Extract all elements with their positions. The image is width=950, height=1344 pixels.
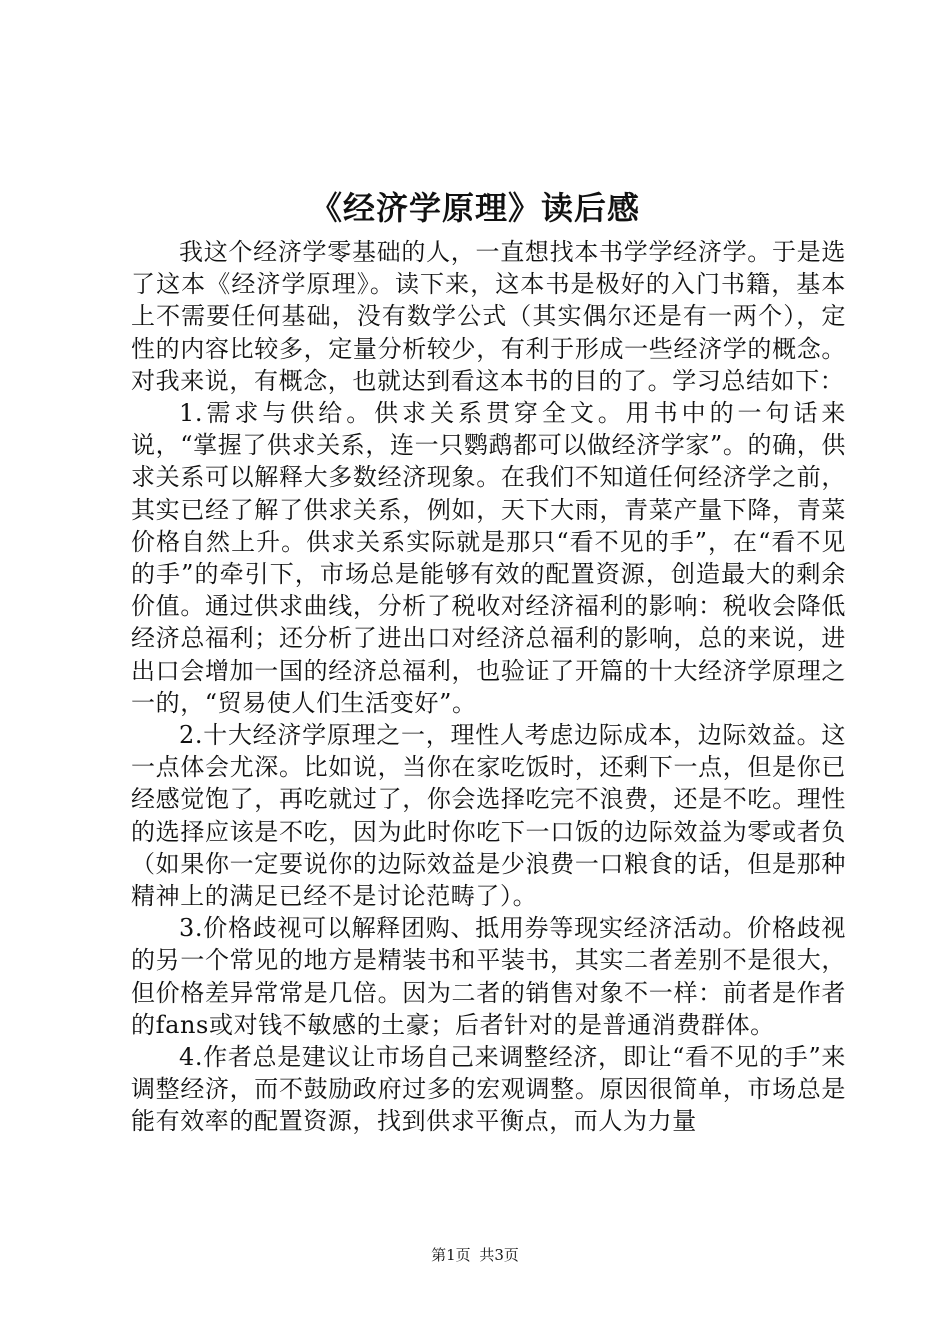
document-title: 《经济学原理》读后感 bbox=[309, 189, 640, 227]
page-footer bbox=[0, 1244, 950, 1266]
paragraph-point-4: 4.作者总是建议让市场自己来调整经济，即让“看不见的手”来调整经济，而不鼓励政府过多的宏观调整。原因很简单，市场总是能有效率的配置资源，找到供求平衡点，而人为力量 bbox=[131, 1043, 846, 1136]
page-number: 第1页 bbox=[431, 1246, 471, 1264]
paragraph-point-2: 2.十大经济学原理之一，理性人考虑边际成本，边际效益。这一点体会尤深。比如说，当你在家吃饭时，还剩下一点，但是你已经感觉饱了，再吃就过了，你会选择吃完不浪费，还是不吃。理性的选择应该是不吃，因为此时你吃下一口饭的边际效益为零或者负（如果你一定要说你的边际效益是少浪费一口粮食的话，但是那种精神上的满足已经不是讨论范畴了）。 bbox=[131, 721, 846, 911]
paragraph-intro: 我这个经济学零基础的人，一直想找本书学学经济学。于是选了这本《经济学原理》。读下来，这本书是极好的入门书籍，基本上不需要任何基础，没有数学公式（其实偶尔还是有一两个），定性的内容比较多，定量分析较少，有利于形成一些经济学的概念。对我来说，有概念，也就达到看这本书的目的了。学习总结如下： bbox=[131, 238, 846, 395]
paragraph-point-1: 1.需求与供给。供求关系贯穿全文。用书中的一句话来说，“掌握了供求关系，连一只鹦鹉都可以做经济学家”。的确，供求关系可以解释大多数经济现象。在我们不知道任何经济学之前，其实已经了解了供求关系，例如，天下大雨，青菜产量下降，青菜价格自然上升。供求关系实际就是那只“看不见的手”，在“看不见的手”的牵引下，市场总是能够有效的配置资源，创造最大的剩余价值。通过供求曲线，分析了税收对经济福利的影响：税收会降低经济总福利；还分析了进出口对经济总福利的影响，总的来说，进出口会增加一国的经济总福利，也验证了开篇的十大经济学原理之一的，“贸易使人们生活变好”。 bbox=[131, 399, 846, 717]
paragraph-point-3: 3.价格歧视可以解释团购、抵用券等现实经济活动。价格歧视的另一个常见的地方是精装书和平装书，其实二者差别不是很大，但价格差异常常是几倍。因为二者的销售对象不一样：前者是作者的fans或对钱不敏感的土豪；后者针对的是普通消费群体。 bbox=[131, 914, 846, 1039]
document-body bbox=[131, 236, 846, 1138]
page-total: 共3页 bbox=[479, 1246, 519, 1264]
